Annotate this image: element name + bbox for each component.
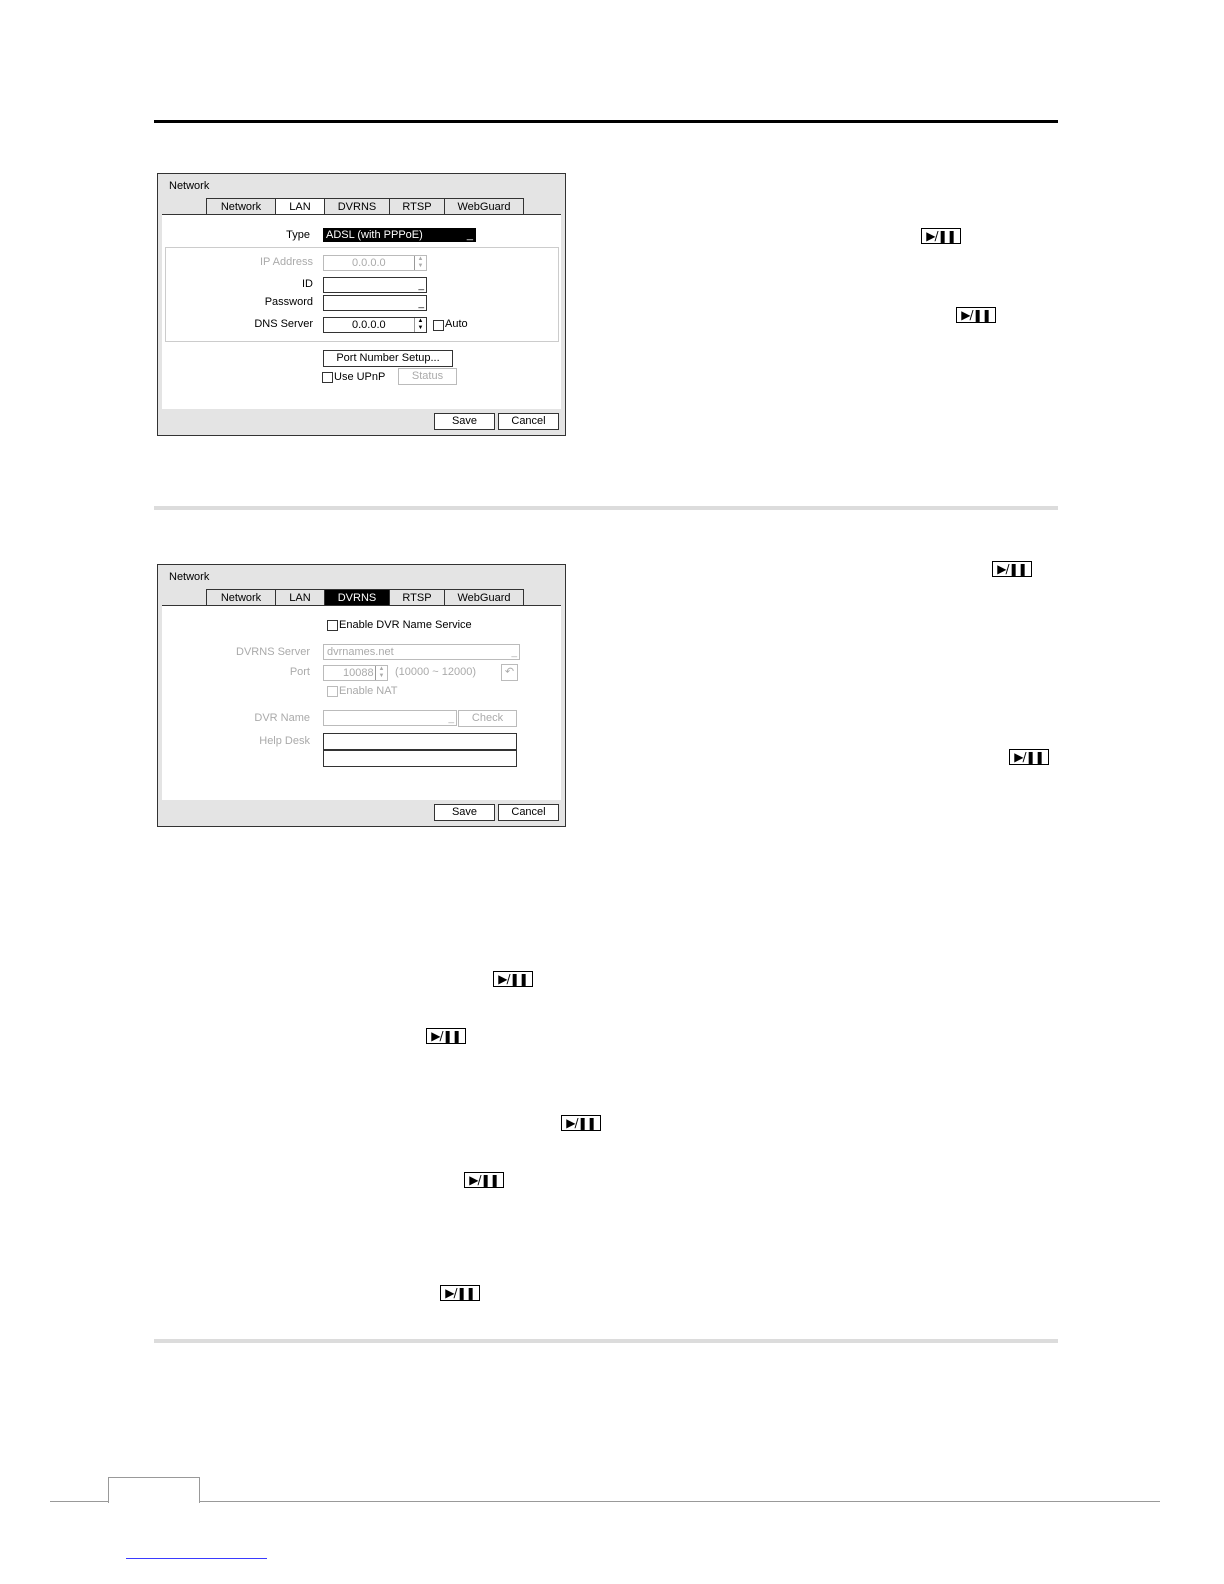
tab-rtsp[interactable]: RTSP: [389, 589, 445, 606]
port-number-setup-button[interactable]: Port Number Setup...: [323, 350, 453, 367]
use-upnp-checkbox[interactable]: [322, 372, 333, 383]
dvrns-server-value: dvrnames.net: [327, 646, 394, 658]
help-desk-label: Help Desk: [259, 735, 310, 747]
button-bar: [158, 409, 565, 435]
enable-dvrns-label: Enable DVR Name Service: [339, 619, 472, 631]
help-desk-line-2[interactable]: [323, 750, 517, 767]
top-rule: [154, 120, 1058, 123]
ip-spinner-icon: ▲ ▼: [414, 256, 426, 270]
tab-dvrns[interactable]: DVRNS: [324, 589, 390, 606]
auto-checkbox[interactable]: [433, 320, 444, 331]
reset-port-icon: ↶: [501, 664, 518, 681]
check-button: Check: [458, 710, 517, 727]
tab-dvrns[interactable]: DVRNS: [324, 198, 390, 215]
page-number-tab: [108, 1477, 200, 1503]
enable-nat-label: Enable NAT: [339, 685, 398, 697]
enable-dvrns-checkbox[interactable]: [327, 620, 338, 631]
dropdown-caret-icon: _: [466, 229, 473, 241]
dns-server-field[interactable]: [323, 317, 427, 333]
network-dialog-dvrns: [157, 564, 566, 827]
status-button: Status: [398, 368, 457, 385]
port-label: Port: [289, 666, 310, 678]
footer-rule: [50, 1501, 1160, 1502]
use-upnp-label: Use UPnP: [334, 371, 386, 383]
tab-webguard[interactable]: WebGuard: [444, 198, 524, 215]
dvr-name-label: DVR Name: [254, 712, 310, 724]
type-dropdown[interactable]: [323, 228, 476, 242]
id-label: ID: [302, 278, 313, 290]
tab-lan[interactable]: LAN: [275, 198, 325, 216]
tab-network[interactable]: Network: [206, 198, 276, 215]
dns-spinner-icon[interactable]: ▲ ▼: [414, 318, 426, 332]
cancel-button[interactable]: Cancel: [498, 413, 559, 430]
auto-label: Auto: [445, 318, 468, 330]
dvrns-server-label: DVRNS Server: [236, 646, 310, 658]
dns-server-label: DNS Server: [254, 318, 313, 330]
port-spinner-icon: ▲ ▼: [375, 666, 387, 680]
dialog-title: Network: [169, 571, 210, 583]
tab-network[interactable]: Network: [206, 589, 276, 606]
play-pause-icon: ▶/❚❚: [921, 228, 961, 244]
cancel-button[interactable]: Cancel: [498, 804, 559, 821]
button-bar: [158, 800, 565, 826]
id-input[interactable]: _: [323, 277, 427, 293]
type-value: ADSL (with PPPoE): [326, 229, 423, 241]
save-button[interactable]: Save: [434, 804, 495, 821]
dvrns-panel: [162, 606, 561, 800]
play-pause-icon: ▶/❚❚: [440, 1285, 480, 1301]
play-pause-icon: ▶/❚❚: [992, 561, 1032, 577]
play-pause-icon: ▶/❚❚: [1009, 749, 1049, 765]
section-divider: [154, 506, 1058, 510]
lan-panel: [162, 215, 561, 409]
dvr-name-input: _: [323, 710, 457, 726]
ip-address-value: 0.0.0.0: [352, 257, 386, 269]
port-value: 10088: [343, 667, 374, 679]
tab-lan[interactable]: LAN: [275, 589, 325, 606]
ip-address-label: IP Address: [260, 256, 313, 268]
play-pause-icon: ▶/❚❚: [561, 1115, 601, 1131]
dialog-title: Network: [169, 180, 210, 192]
password-input[interactable]: _: [323, 295, 427, 311]
tab-webguard[interactable]: WebGuard: [444, 589, 524, 606]
play-pause-icon: ▶/❚❚: [426, 1028, 466, 1044]
play-pause-icon: ▶/❚❚: [493, 971, 533, 987]
help-desk-line-1[interactable]: [323, 733, 517, 750]
play-pause-icon: ▶/❚❚: [956, 307, 996, 323]
ip-address-field: [323, 255, 427, 271]
save-button[interactable]: Save: [434, 413, 495, 430]
port-field: [323, 665, 388, 681]
footer-link-underline[interactable]: [126, 1558, 267, 1559]
enable-nat-checkbox: [327, 686, 338, 697]
dvrns-server-input: dvrnames.net _: [323, 644, 520, 660]
type-label: Type: [286, 229, 310, 241]
dns-server-value: 0.0.0.0: [352, 319, 386, 331]
play-pause-icon: ▶/❚❚: [464, 1172, 504, 1188]
tab-rtsp[interactable]: RTSP: [389, 198, 445, 215]
port-range: (10000 ~ 12000): [395, 666, 477, 678]
section-divider: [154, 1339, 1058, 1343]
password-label: Password: [264, 296, 313, 308]
network-dialog-lan: [157, 173, 566, 436]
tab-bar: [206, 589, 523, 606]
tab-bar: [206, 198, 523, 215]
